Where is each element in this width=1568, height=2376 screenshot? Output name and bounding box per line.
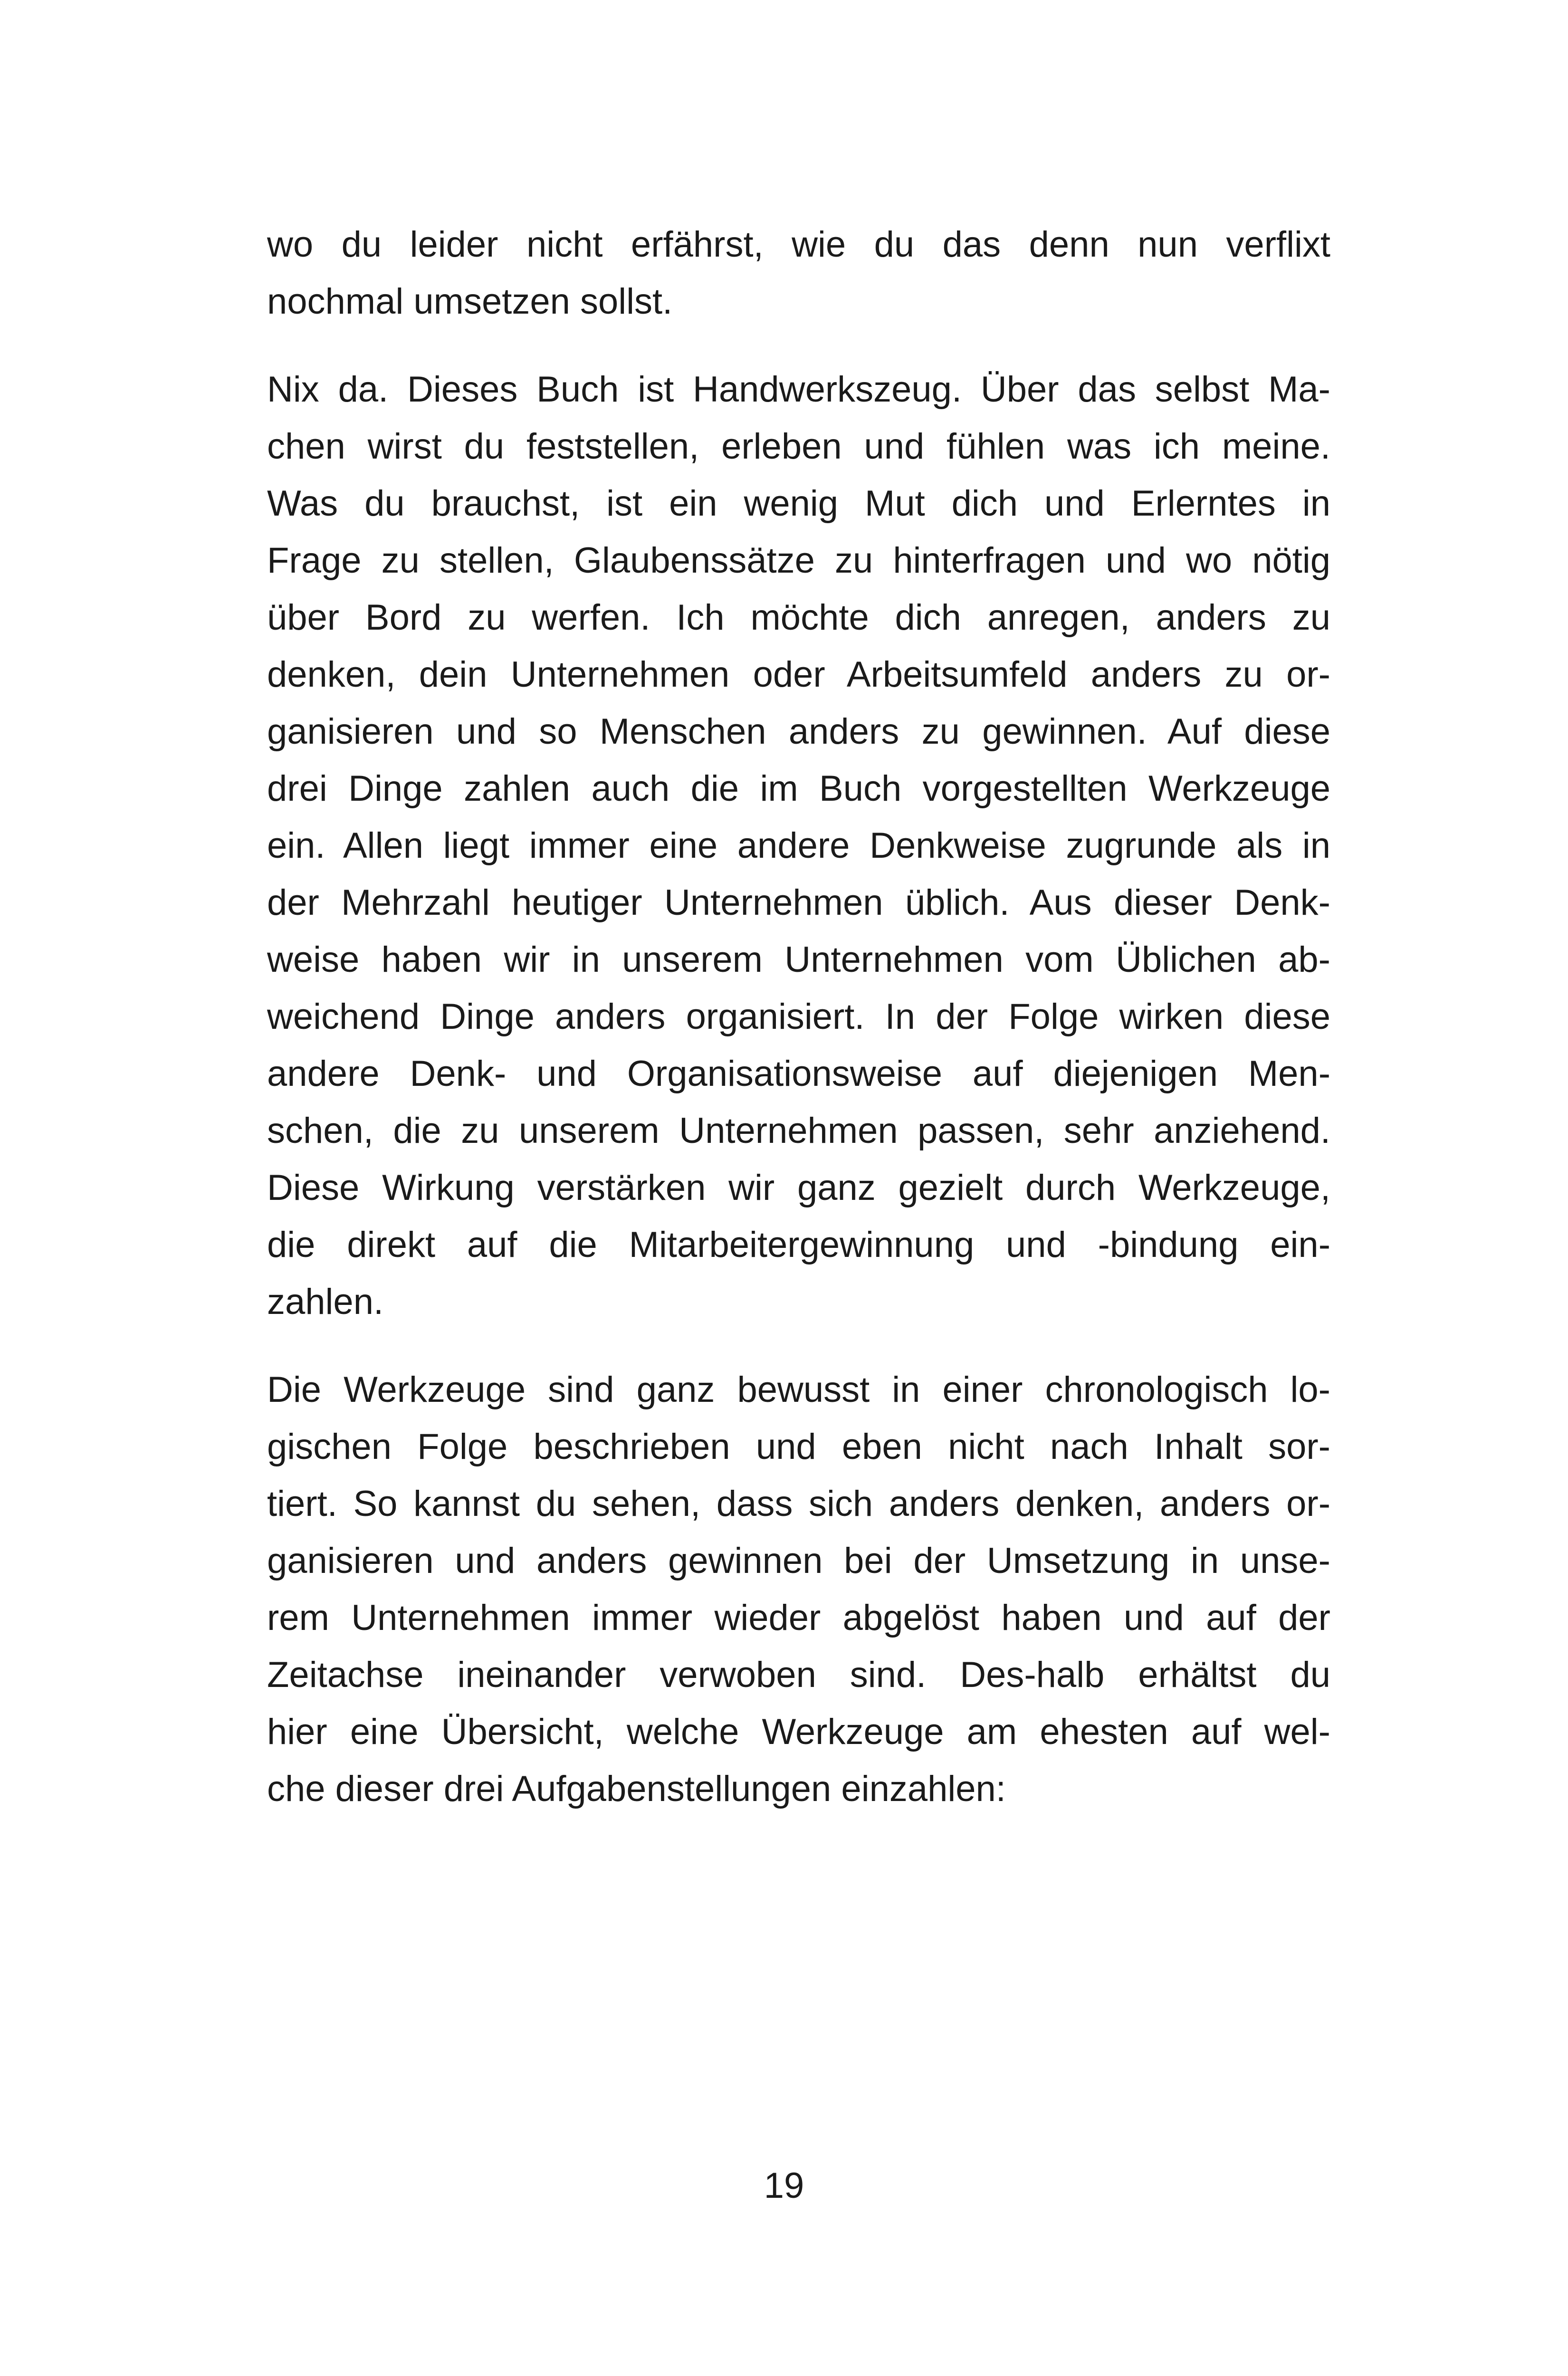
text-line: drei Dinge zahlen auch die im Buch vorgestellten Werkzeuge [267,768,1330,809]
text-line: die direkt auf die Mitarbeitergewinnung und -bindung ein- [267,1225,1330,1265]
paragraph-2 [267,361,1330,1331]
text-line: ein. Allen liegt immer eine andere Denkweise zugrunde als in [267,825,1330,866]
text-line: weise haben wir in unserem Unternehmen vom Üblichen ab- [267,939,1330,980]
text-line: weichend Dinge anders organisiert. In der Folge wirken diese [267,996,1330,1037]
text-line: Frage zu stellen, Glaubenssätze zu hinterfragen und wo nötig [267,540,1330,581]
text-line: chen wirst du feststellen, erleben und fühlen was ich meine. [267,426,1330,467]
text-line: andere Denk- und Organisationsweise auf diejenigen Men- [267,1054,1330,1094]
text-line: Diese Wirkung verstärken wir ganz gezielt durch Werkzeuge, [267,1168,1330,1208]
page-number: 19 [764,2165,804,2206]
text-line: zahlen. [267,1282,384,1322]
text-line: Zeitachse ineinander verwoben sind. Des-halb erhältst du [267,1655,1330,1695]
text-line: schen, die zu unserem Unternehmen passen, sehr anziehend. [267,1111,1330,1151]
text-line: hier eine Übersicht, welche Werkzeuge am ehesten auf wel- [267,1712,1330,1752]
text-line: wo du leider nicht erfährst, wie du das denn nun verflixt [267,224,1330,265]
text-line: nochmal umsetzen sollst. [267,281,673,322]
paragraph-1 [267,216,1330,330]
paragraph-gap [267,330,1330,361]
text-line: ganisieren und so Menschen anders zu gewinnen. Auf diese [267,711,1330,752]
text-line: Was du brauchst, ist ein wenig Mut dich und Erlerntes in [267,483,1330,524]
text-line: che dieser drei Aufgabenstellungen einzahlen: [267,1769,1006,1809]
text-line: ganisieren und anders gewinnen bei der Umsetzung in unse- [267,1541,1330,1581]
text-line: tiert. So kannst du sehen, dass sich anders denken, anders or- [267,1484,1330,1524]
paragraph-gap [267,1331,1330,1361]
text-line: gischen Folge beschrieben und eben nicht nach Inhalt sor- [267,1427,1330,1467]
text-line: rem Unternehmen immer wieder abgelöst haben und auf der [267,1598,1330,1638]
text-line: denken, dein Unternehmen oder Arbeitsumfeld anders zu or- [267,654,1330,695]
text-line: Nix da. Dieses Buch ist Handwerkszeug. Über das selbst Ma- [267,369,1330,410]
text-line: der Mehrzahl heutiger Unternehmen üblich. Aus dieser Denk- [267,882,1330,923]
text-line: über Bord zu werfen. Ich möchte dich anregen, anders zu [267,597,1330,638]
text-line: Die Werkzeuge sind ganz bewusst in einer chronologisch lo- [267,1370,1330,1410]
body-text [267,216,1330,1818]
paragraph-3 [267,1361,1330,1818]
